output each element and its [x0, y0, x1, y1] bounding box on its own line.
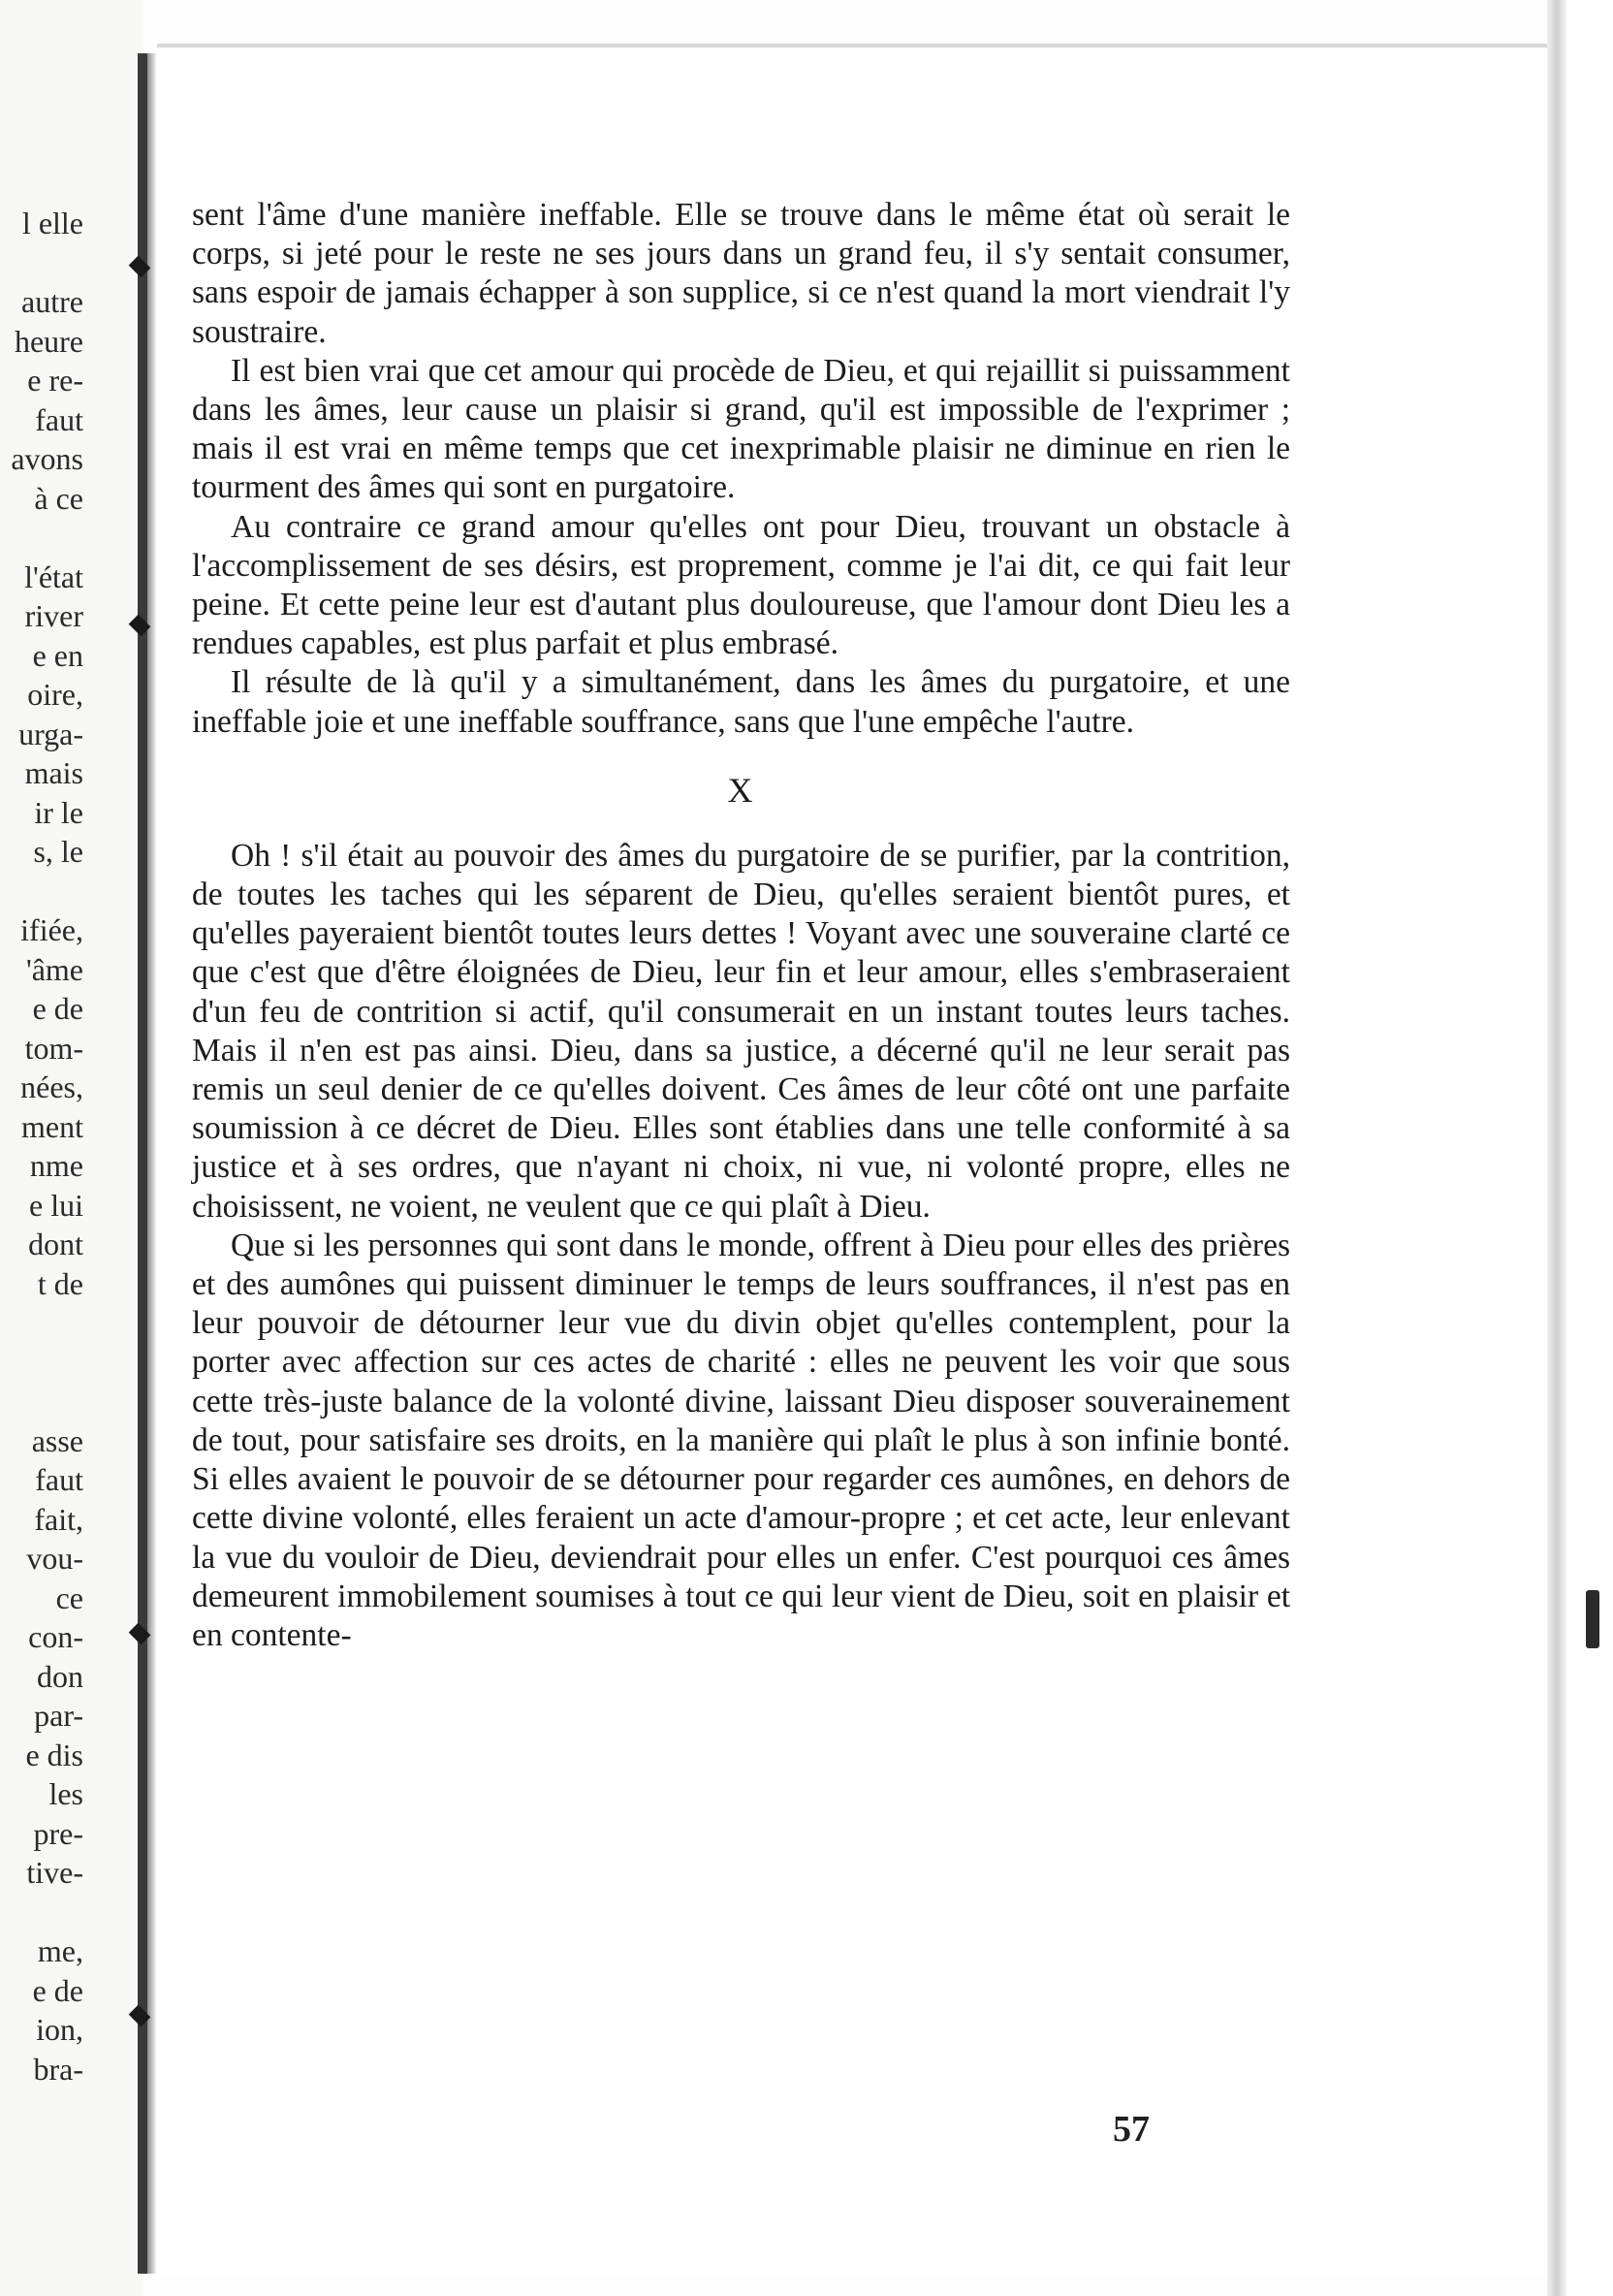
left-page-line: heure [14, 323, 83, 359]
background-margin [1566, 0, 1613, 2296]
left-page-line: ir le [34, 794, 83, 830]
left-page-line: bra- [33, 2051, 83, 2087]
left-page-line: asse [31, 1422, 83, 1458]
left-page-line: urga- [18, 716, 83, 751]
left-page-line: autre [21, 284, 83, 319]
left-page-line: s, le [33, 834, 83, 869]
left-page-line: ce [55, 1579, 83, 1615]
left-page-line: fait, [34, 1501, 83, 1537]
paragraph: Oh ! s'il était au pouvoir des âmes du purgatoire de se purifier, par la contrition, de toutes les taches qui les séparent de Dieu, qu'elles seraient bientôt pures, et qu'elles payeraient bientôt toutes leurs dettes ! Voyant avec une souveraine clarté ce que c'est que d'être éloignées de Dieu, leur fin et leur amour, elles s'embraseraient d'un feu de contrition si actif, qu'il consumerait en un instant toutes leurs taches. Mais il n'en est pas ainsi. Dieu, dans sa justice, a décerné qu'il ne leur serait pas remis un seul denier de ce qu'elles doivent. Ces âmes de leur côté ont une parfaite soumission à ce décret de Dieu. Elles sont établies dans une telle conformité à sa justice et à ses ordres, que n'ayant ni choix, ni vue, ni volonté propre, elles ne choisissent, ne voient, ne veulent que ce qui plaît à Dieu. [192, 837, 1290, 1225]
left-page-line: faut [35, 1462, 83, 1497]
left-page-line: dont [28, 1227, 83, 1261]
left-page-line: vou- [26, 1541, 83, 1576]
left-page-text [0, 204, 143, 2089]
left-page-line: l elle [21, 206, 83, 240]
page-edge-mark [1586, 1590, 1599, 1648]
left-page-line [0, 1893, 83, 1932]
left-page-line: l'état [24, 558, 83, 594]
left-page-line: nme [29, 1148, 83, 1183]
left-page-line [0, 243, 83, 283]
left-page-line: e de [32, 1972, 83, 2008]
left-page-line: faut [35, 401, 83, 437]
gutter-shadow [147, 53, 157, 2274]
page-number: 57 [1113, 2109, 1150, 2150]
paragraph: Il résulte de là qu'il y a simultanément, dans les âmes du purgatoire, et une ineffable joie et une ineffable souffrance, sans que l'une empêche l'autre. [192, 664, 1290, 740]
left-page-line: me, [37, 1933, 83, 1968]
paragraph: Que si les personnes qui sont dans le monde, offrent à Dieu pour elles des prières et des aumônes qui puissent diminuer le temps de leurs souffrances, il n'est pas en leur pouvoir de détourner leur vue du divin objet qu'elles contemplent, pour la porter avec affection sur ces actes de charité : elles ne peuvent les voir que sous cette très-juste balance de la volonté divine, laissant Dieu disposer souverainement de tout, pour satisfaire ses droits, en la manière qui plaît le plus à son infinie bonté. Si elles avaient le pouvoir de se détourner pour regarder ces aumônes, en dehors de cette divine volonté, elles feraient un acte d'amour-propre ; et cet acte, leur enlevant la vue du vouloir de Dieu, deviendrait pour elles un enfer. C'est pourquoi ces âmes demeurent immobilement soumises à tout ce qui leur vient de Dieu, soit en plaisir et en contente- [192, 1227, 1290, 1653]
left-page-line: ment [21, 1108, 83, 1144]
left-page-line: con- [28, 1619, 83, 1654]
left-page-line: mais [24, 755, 83, 790]
left-page-line [0, 1303, 83, 1343]
left-page-line: t de [37, 1265, 83, 1301]
left-page-line: tive- [26, 1855, 83, 1890]
left-page-line: e dis [25, 1737, 83, 1772]
left-page-line: nées, [20, 1069, 83, 1104]
left-page-line: par- [34, 1698, 83, 1733]
left-page-line: ion, [36, 2012, 83, 2047]
left-page-line: avons [11, 441, 83, 476]
section-heading: X [727, 770, 755, 810]
left-page-line: e lui [29, 1187, 83, 1223]
left-page-line: à ce [34, 480, 83, 516]
left-page-line: river [24, 598, 83, 633]
left-page-line: tom- [24, 1030, 83, 1066]
paragraph: Il est bien vrai que cet amour qui procède de Dieu, et qui rejaillit si puissamment dans les âmes, leur cause un plaisir si grand, qu'il est impossible de l'exprimer ; mais il est vrai en même temps que cet inexprimable plaisir ne diminue en rien le tourment des âmes qui sont en purgatoire. [192, 352, 1290, 506]
left-page-line: oire, [27, 677, 83, 712]
left-page-line [0, 1382, 83, 1421]
paragraph: Au contraire ce grand amour qu'elles ont pour Dieu, trouvant un obstacle à l'accomplissement de ses désirs, est proprement, comme je l'ai dit, ce qui fait leur peine. Et cette peine leur est d'autant plus douloureuse, que l'amour dont Dieu les a rendues capables, est plus parfait et plus embrasé. [192, 508, 1290, 662]
left-page-line: e en [32, 637, 83, 673]
left-page-line: e re- [27, 363, 83, 398]
left-page-line: les [48, 1776, 83, 1811]
paragraph: sent l'âme d'une manière ineffable. Elle se trouve dans le même état où serait le corps, si jeté pour le reste ne ses jours dans un grand feu, il s'y sentait consumer, sans espoir de jamais échapper à son supplice, si ce n'est quand la mort viendrait l'y soustraire. [192, 197, 1290, 350]
page-edge [1547, 0, 1566, 2296]
book-gutter [138, 53, 147, 2274]
left-page-line: e de [32, 991, 83, 1026]
main-text-column [192, 196, 1290, 1655]
left-page-line: don [37, 1658, 83, 1694]
left-page-line [0, 872, 83, 911]
left-page-fragment [0, 0, 143, 2296]
left-page-line: 'âme [25, 951, 83, 987]
left-page-line [0, 1343, 83, 1383]
left-page-line [0, 518, 83, 558]
left-page-line: ifiée, [20, 912, 83, 947]
left-page-line: pre- [33, 1815, 83, 1851]
